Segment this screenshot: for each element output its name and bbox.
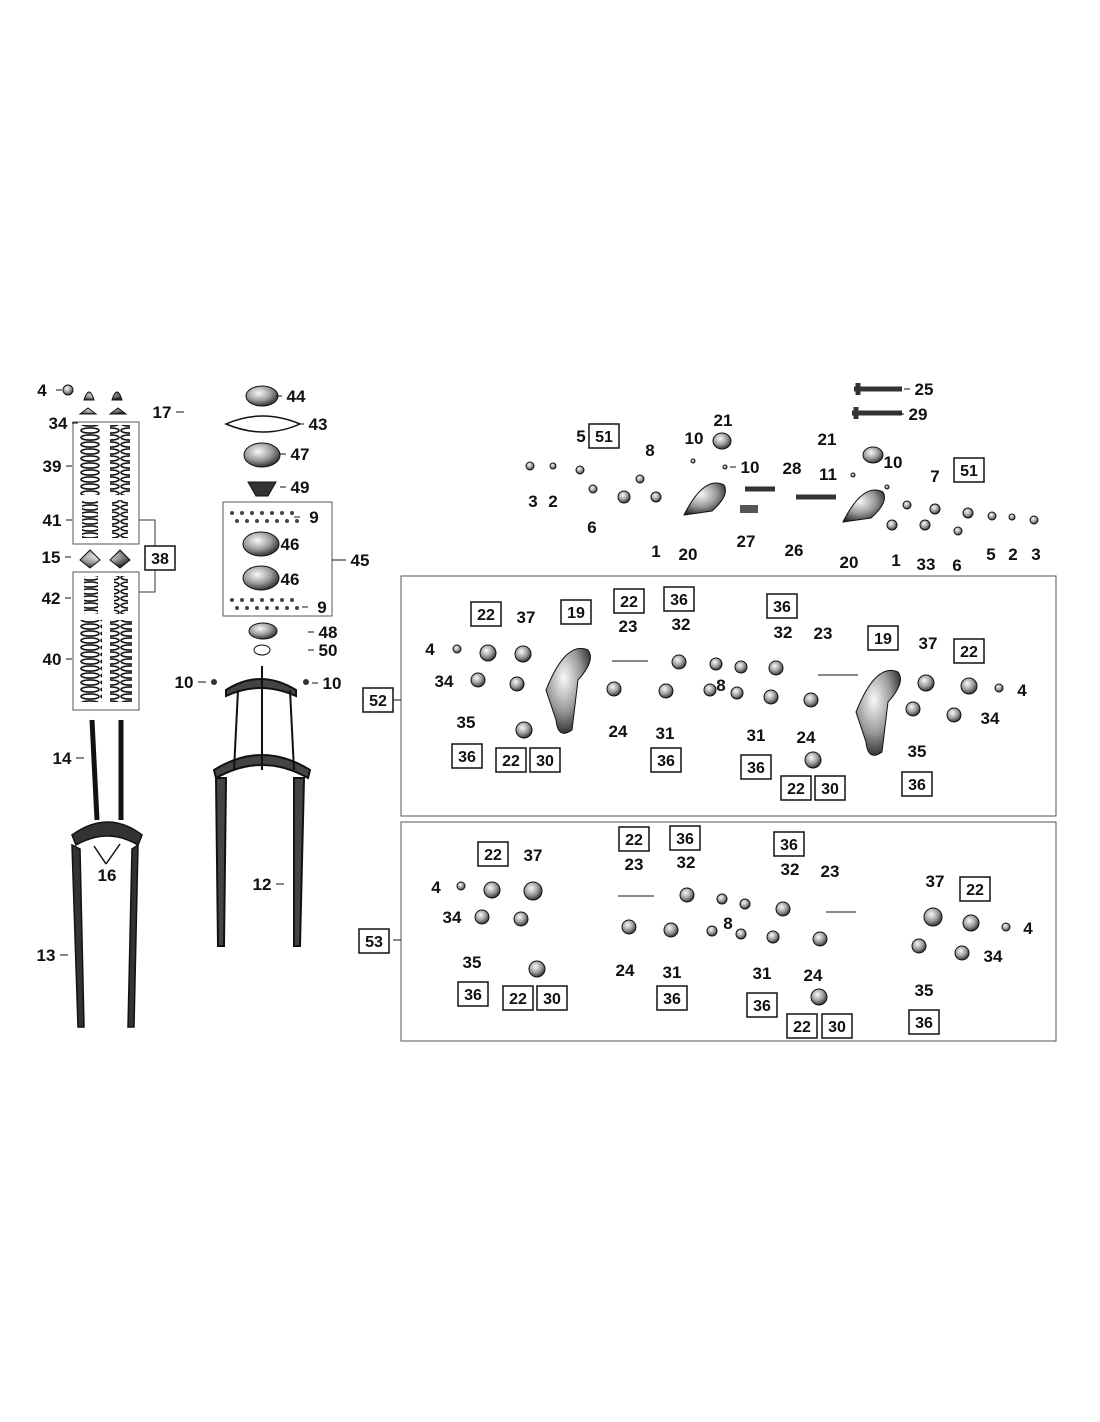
part-number xyxy=(819,465,837,484)
part-number-text: 44 xyxy=(286,387,306,406)
part-number-text: 3 xyxy=(1031,545,1041,564)
part-number xyxy=(1017,681,1027,700)
cap-nut-icon xyxy=(84,392,122,400)
part-number xyxy=(280,445,309,464)
part-number-text: 50 xyxy=(318,641,338,660)
part-number-text: 35 xyxy=(456,713,476,732)
part-number-text: 23 xyxy=(813,624,833,643)
part-number xyxy=(43,457,72,476)
part-number-text: 46 xyxy=(280,535,300,554)
part-number xyxy=(43,511,72,530)
part-number xyxy=(524,846,543,865)
part-number-text: 36 xyxy=(747,760,765,777)
part-number-box xyxy=(589,424,619,448)
part-number-text: 37 xyxy=(523,846,543,865)
part-number-text: 33 xyxy=(916,555,936,574)
part-number-text: 14 xyxy=(52,749,72,768)
part-number-text: 23 xyxy=(618,617,638,636)
part-number-text: 34 xyxy=(983,947,1003,966)
part-number xyxy=(930,467,939,486)
part-number xyxy=(737,532,756,551)
part-number xyxy=(785,541,804,560)
part-number xyxy=(1023,919,1033,938)
part-number-text: 51 xyxy=(960,463,978,480)
part-number-text: 31 xyxy=(662,963,682,982)
bush-21-icon xyxy=(863,447,883,463)
part-number-box xyxy=(774,832,804,856)
part-number-text: 38 xyxy=(151,551,169,568)
part-number-box xyxy=(741,755,771,779)
part-number-text: 6 xyxy=(587,518,597,537)
balls-9-icon xyxy=(230,598,299,610)
part-number xyxy=(443,908,462,927)
part-number xyxy=(37,946,68,965)
part-number-text: 28 xyxy=(782,459,802,478)
part-number-box xyxy=(815,776,845,800)
part-number xyxy=(818,430,837,449)
part-number xyxy=(280,478,309,497)
part-number-text: 34 xyxy=(442,908,462,927)
part-number-text: 24 xyxy=(803,966,823,985)
part-number xyxy=(281,535,300,554)
part-number xyxy=(898,405,927,424)
part-number xyxy=(656,724,675,743)
part-number xyxy=(49,414,78,433)
part-number-text: 32 xyxy=(780,860,800,879)
part-number-box xyxy=(471,602,501,626)
part-number-text: 36 xyxy=(915,1015,933,1032)
part-number xyxy=(308,641,337,660)
part-number-text: 22 xyxy=(960,644,978,661)
spring-41-icon xyxy=(82,500,98,538)
part-number xyxy=(281,570,300,589)
part-number-text: 36 xyxy=(908,777,926,794)
part-number-text: 49 xyxy=(290,478,310,497)
part-number-text: 43 xyxy=(308,415,328,434)
part-number-text: 32 xyxy=(676,853,696,872)
part-number xyxy=(783,459,802,478)
part-number-box xyxy=(614,589,644,613)
part-number-text: 53 xyxy=(365,934,383,951)
link-20-icon xyxy=(843,490,885,522)
part-number-text: 25 xyxy=(914,380,934,399)
part-number-text: 4 xyxy=(431,878,441,897)
part-number-text: 31 xyxy=(746,726,766,745)
part-number-text: 8 xyxy=(645,441,655,460)
spring-40-icon xyxy=(80,620,102,702)
part-number-text: 34 xyxy=(980,709,1000,728)
bush-21-icon xyxy=(713,433,731,449)
part-number-text: 4 xyxy=(425,640,435,659)
part-number-text: 10 xyxy=(322,674,342,693)
part-number-box xyxy=(954,639,984,663)
part-number xyxy=(981,709,1000,728)
part-number-text: 52 xyxy=(369,693,387,710)
part-number-text: 30 xyxy=(536,753,554,770)
part-number-text: 22 xyxy=(502,753,520,770)
fork-springs-group xyxy=(63,385,155,1027)
part-number-text: 5 xyxy=(986,545,996,564)
part-number-text: 36 xyxy=(670,592,688,609)
fork-arrows-16 xyxy=(94,844,120,864)
part-number-box xyxy=(657,986,687,1010)
part-number-text: 22 xyxy=(966,882,984,899)
part-number xyxy=(425,640,435,659)
part-number xyxy=(814,624,833,643)
part-number xyxy=(926,872,945,891)
part-number xyxy=(1031,545,1040,564)
part-number-text: 21 xyxy=(713,411,733,430)
part-number-text: 3 xyxy=(528,492,538,511)
part-number-text: 4 xyxy=(37,381,47,400)
part-number xyxy=(42,589,71,608)
part-number xyxy=(714,411,733,430)
part-number-text: 9 xyxy=(317,598,327,617)
part-number-text: 23 xyxy=(624,855,644,874)
part-number-text: 5 xyxy=(576,427,586,446)
bolt-25-icon xyxy=(854,383,902,395)
part-number xyxy=(747,726,766,745)
fork-blades-13-icon xyxy=(72,822,142,1027)
part-number-text: 20 xyxy=(839,553,859,572)
part-number-box xyxy=(781,776,811,800)
part-number-box xyxy=(902,772,932,796)
part-labels xyxy=(37,380,1041,1038)
part-number-text: 37 xyxy=(918,634,938,653)
spring-40-icon xyxy=(110,620,132,702)
part-number xyxy=(685,429,704,448)
part-number xyxy=(302,598,327,617)
part-number xyxy=(576,427,585,446)
part-number-text: 51 xyxy=(595,429,613,446)
part-number-text: 19 xyxy=(874,631,892,648)
part-number-box xyxy=(503,986,533,1010)
part-number-text: 12 xyxy=(252,875,272,894)
part-number xyxy=(804,966,823,985)
bolt-10-icon xyxy=(303,679,309,685)
part-number xyxy=(253,875,284,894)
part-number-text: 37 xyxy=(516,608,536,627)
part-number-text: 24 xyxy=(608,722,628,741)
bolt-27-icon xyxy=(740,505,758,513)
part-number-text: 45 xyxy=(350,551,370,570)
part-number-text: 8 xyxy=(716,676,726,695)
part-number-text: 1 xyxy=(891,551,901,570)
part-number-box xyxy=(496,748,526,772)
part-number-box xyxy=(145,546,175,570)
part-number-text: 23 xyxy=(820,862,840,881)
part-number-text: 2 xyxy=(1008,545,1018,564)
part-number-box xyxy=(537,986,567,1010)
part-number xyxy=(716,676,725,695)
part-number-text: 34 xyxy=(48,414,68,433)
part-number xyxy=(821,862,840,881)
part-number-box xyxy=(651,748,681,772)
part-number-text: 42 xyxy=(41,589,61,608)
part-number xyxy=(1008,545,1017,564)
spring-41-icon xyxy=(112,500,128,538)
part-number xyxy=(298,415,327,434)
part-number-text: 27 xyxy=(736,532,756,551)
part-number xyxy=(53,749,84,768)
part-number-box xyxy=(868,626,898,650)
fork-head-group xyxy=(211,386,342,946)
cup-46-icon xyxy=(243,566,279,590)
part-number-text: 35 xyxy=(462,953,482,972)
part-number xyxy=(294,508,319,527)
part-number xyxy=(753,964,772,983)
spring-39-icon xyxy=(110,425,130,495)
part-number xyxy=(463,953,482,972)
part-number-box xyxy=(822,1014,852,1038)
part-number-text: 17 xyxy=(152,403,172,422)
part-number-text: 22 xyxy=(477,607,495,624)
part-number xyxy=(952,556,961,575)
part-number-text: 40 xyxy=(42,650,62,669)
part-number-text: 10 xyxy=(174,673,194,692)
washer-50-icon xyxy=(254,645,270,655)
part-number-text: 22 xyxy=(625,832,643,849)
part-number xyxy=(774,623,793,642)
part-number-box xyxy=(458,982,488,1006)
part-number-text: 36 xyxy=(663,991,681,1008)
part-number-text: 30 xyxy=(821,781,839,798)
cone-49-icon xyxy=(248,482,276,496)
part-number-text: 10 xyxy=(883,453,903,472)
part-number-text: 36 xyxy=(773,599,791,616)
part-number-text: 30 xyxy=(828,1019,846,1036)
part-number-text: 24 xyxy=(615,961,635,980)
rod-14-icon xyxy=(92,720,97,820)
part-number xyxy=(619,617,638,636)
part-number-box xyxy=(747,993,777,1017)
part-number-text: 13 xyxy=(36,946,56,965)
part-number-box xyxy=(909,1010,939,1034)
part-number xyxy=(548,492,557,511)
part-number-text: 32 xyxy=(671,615,691,634)
handlebar-clamp-43-icon xyxy=(226,416,300,432)
part-number-text: 2 xyxy=(548,492,558,511)
part-number-text: 37 xyxy=(925,872,945,891)
part-number-text: 8 xyxy=(723,914,733,933)
nut-4-icon xyxy=(63,385,73,395)
part-number xyxy=(986,545,995,564)
part-number-text: 30 xyxy=(543,991,561,1008)
part-number-text: 22 xyxy=(620,594,638,611)
part-number-text: 7 xyxy=(930,467,940,486)
part-number-text: 36 xyxy=(464,987,482,1004)
part-number-text: 41 xyxy=(42,511,62,530)
cup-46-icon xyxy=(243,532,279,556)
spring-42-icon xyxy=(84,576,98,614)
part-number-text: 9 xyxy=(309,508,319,527)
part-number-text: 10 xyxy=(684,429,704,448)
part-number-box xyxy=(787,1014,817,1038)
part-number-text: 46 xyxy=(280,570,300,589)
part-number xyxy=(840,553,859,572)
part-number xyxy=(904,380,933,399)
part-number xyxy=(625,855,644,874)
part-number xyxy=(663,963,682,982)
part-number-text: 22 xyxy=(793,1019,811,1036)
part-number-text: 4 xyxy=(1017,681,1027,700)
part-number-text: 47 xyxy=(290,445,310,464)
part-number-text: 36 xyxy=(780,837,798,854)
part-number xyxy=(312,674,341,693)
part-number-text: 31 xyxy=(752,964,772,983)
race-48-icon xyxy=(249,623,277,639)
bolt-29-icon xyxy=(852,407,902,419)
part-number-box xyxy=(561,600,591,624)
part-number-box xyxy=(359,929,389,953)
part-number-text: 20 xyxy=(678,545,698,564)
part-number xyxy=(276,387,306,406)
part-number-text: 4 xyxy=(1023,919,1033,938)
part-number xyxy=(609,722,628,741)
part-number-text: 15 xyxy=(41,548,61,567)
part-number-text: 35 xyxy=(907,742,927,761)
part-number xyxy=(517,608,536,627)
balls-9-icon xyxy=(230,511,299,523)
part-number xyxy=(340,551,369,570)
part-number-text: 35 xyxy=(914,981,934,1000)
part-number xyxy=(98,866,117,885)
part-number xyxy=(651,542,660,561)
part-number-box xyxy=(478,842,508,866)
part-number-box xyxy=(954,458,984,482)
part-number xyxy=(457,713,476,732)
part-number xyxy=(175,673,206,692)
part-number xyxy=(672,615,691,634)
part-number-text: 24 xyxy=(796,728,816,747)
spring-cup-15-icon xyxy=(80,550,130,568)
part-number-text: 1 xyxy=(651,542,661,561)
part-number-box xyxy=(670,826,700,850)
part-number xyxy=(43,650,72,669)
part-number xyxy=(528,492,537,511)
part-number xyxy=(431,878,441,897)
part-number-box xyxy=(452,744,482,768)
part-number-box xyxy=(619,827,649,851)
link-20-icon xyxy=(684,483,726,515)
part-number xyxy=(730,458,759,477)
part-number xyxy=(723,914,732,933)
part-number xyxy=(679,545,698,564)
spring-39-icon xyxy=(80,425,100,495)
part-number-text: 22 xyxy=(509,991,527,1008)
part-number-text: 48 xyxy=(318,623,338,642)
part-number-text: 22 xyxy=(484,847,502,864)
part-number-text: 36 xyxy=(458,749,476,766)
part-number-text: 22 xyxy=(787,781,805,798)
part-number-text: 29 xyxy=(908,405,928,424)
part-number xyxy=(435,672,454,691)
part-number xyxy=(919,634,938,653)
cap-44-icon xyxy=(246,386,278,406)
part-number-text: 21 xyxy=(817,430,837,449)
fork-12-icon xyxy=(214,666,310,946)
nut-47-icon xyxy=(244,443,280,467)
part-number-text: 36 xyxy=(753,998,771,1015)
part-number-text: 31 xyxy=(655,724,675,743)
part-number xyxy=(616,961,635,980)
part-number-text: 39 xyxy=(42,457,62,476)
part-number-text: 36 xyxy=(676,831,694,848)
part-number xyxy=(677,853,696,872)
part-number xyxy=(42,548,71,567)
part-number xyxy=(915,981,934,1000)
part-number xyxy=(891,551,900,570)
part-number-box xyxy=(530,748,560,772)
part-number-box xyxy=(363,688,393,712)
part-number xyxy=(884,453,903,472)
part-number-text: 6 xyxy=(952,556,962,575)
part-number-text: 10 xyxy=(740,458,760,477)
spring-seat-17-icon xyxy=(80,408,126,414)
part-number xyxy=(645,441,654,460)
part-number-text: 32 xyxy=(773,623,793,642)
part-number xyxy=(908,742,927,761)
part-number-text: 36 xyxy=(657,753,675,770)
part-number xyxy=(917,555,936,574)
part-number-text: 34 xyxy=(434,672,454,691)
part-number xyxy=(587,518,596,537)
part-number xyxy=(797,728,816,747)
part-number xyxy=(781,860,800,879)
part-number-box xyxy=(767,594,797,618)
bolt-10-icon xyxy=(211,679,217,685)
part-number-box xyxy=(664,587,694,611)
part-number-box xyxy=(960,877,990,901)
part-number-text: 11 xyxy=(819,465,837,484)
part-number-text: 19 xyxy=(567,605,585,622)
spring-42-icon xyxy=(114,576,128,614)
part-number xyxy=(37,381,62,400)
part-number xyxy=(153,403,184,422)
part-number xyxy=(308,623,337,642)
part-number-text: 26 xyxy=(784,541,804,560)
part-number xyxy=(984,947,1003,966)
part-number-text: 16 xyxy=(97,866,117,885)
